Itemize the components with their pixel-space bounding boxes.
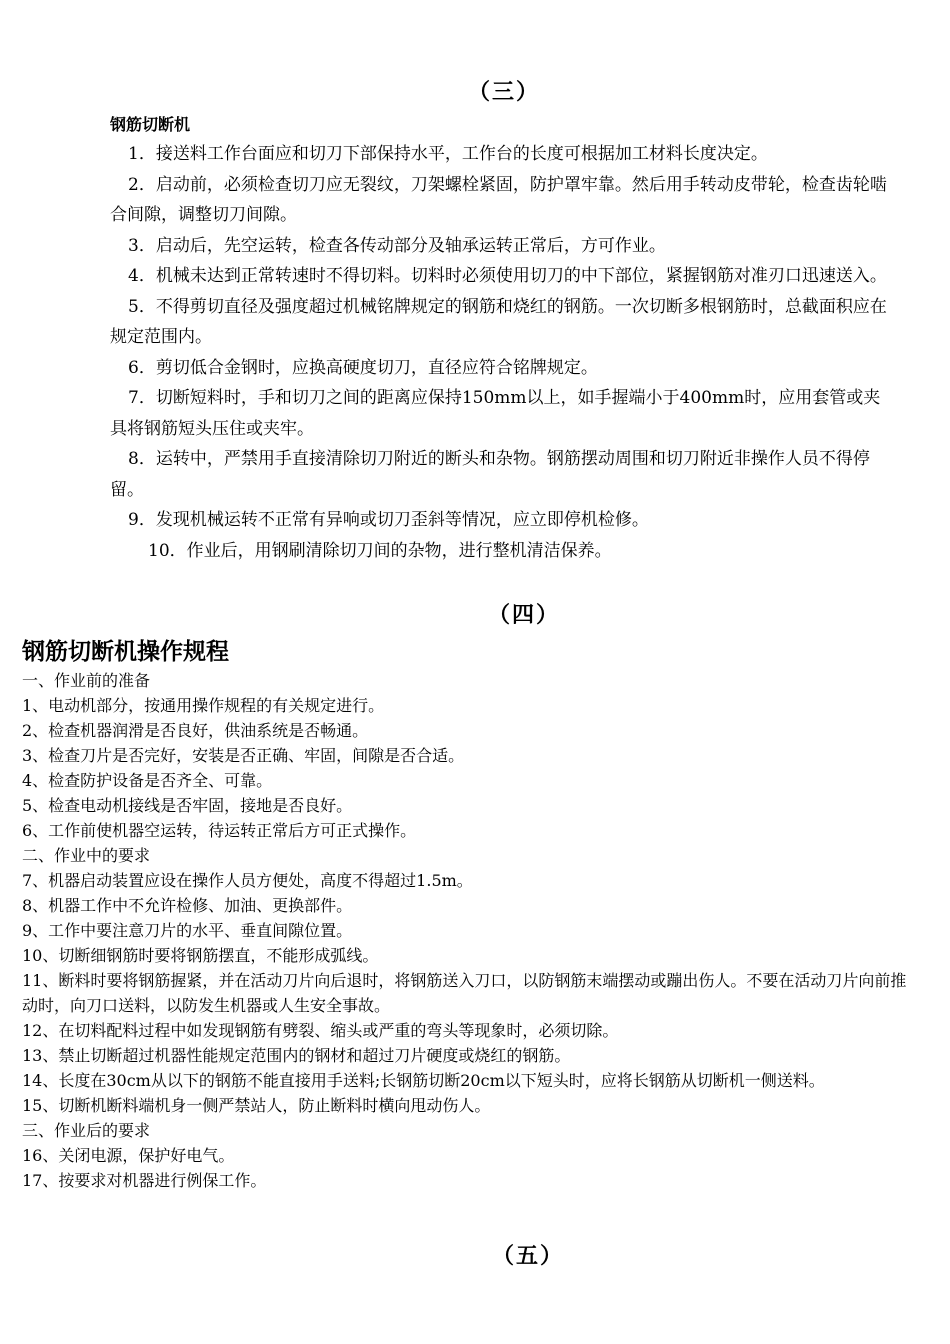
section3-item: 7．切断短料时，手和切刀之间的距离应保持150mm以上，如手握端小于400mm时，应用套管或夹具将钢筋短头压住或夹牢。 — [110, 388, 881, 439]
section4-line: 9、工作中要注意刀片的水平、垂直间隙位置。 — [22, 921, 353, 940]
section3-item: 5．不得剪切直径及强度超过机械铭牌规定的钢筋和烧红的钢筋。一次切断多根钢筋时，总截面积应在规定范围内。 — [110, 296, 887, 347]
section4-line: 10、切断细钢筋时要将钢筋摆直，不能形成弧线。 — [22, 946, 379, 965]
section4-line: 一、作业前的准备 — [22, 671, 151, 690]
section4-line: 14、长度在30cm从以下的钢筋不能直接用手送料;长钢筋切断20cm以下短头时，应将长钢筋从切断机一侧送料。 — [22, 1071, 825, 1090]
section4-line: 3、检查刀片是否完好，安装是否正确、牢固，间隙是否合适。 — [22, 746, 465, 765]
section4-line: 4、检查防护设备是否齐全、可靠。 — [22, 771, 273, 790]
section4-line: 13、禁止切断超过机器性能规定范围内的钢材和超过刀片硬度或烧红的钢筋。 — [22, 1046, 571, 1065]
section4-body — [22, 636, 922, 1193]
section5-heading: （五） — [492, 1243, 565, 1269]
section3-item: 4．机械未达到正常转速时不得切料。切料时必须使用切刀的中下部位，紧握钢筋对准刃口迅速送入。 — [128, 266, 887, 286]
section3-item: 8．运转中，严禁用手直接清除切刀附近的断头和杂物。钢筋摆动周围和切刀附近非操作人员不得停留。 — [110, 449, 870, 500]
section4-line: 16、关闭电源，保护好电气。 — [22, 1146, 235, 1165]
section4-line: 17、按要求对机器进行例保工作。 — [22, 1171, 267, 1190]
section4-line: 15、切断机断料端机身一侧严禁站人，防止断料时横向甩动伤人。 — [22, 1096, 491, 1115]
section3-body — [110, 112, 890, 566]
section4-line: 三、作业后的要求 — [22, 1121, 151, 1140]
section4-line: 2、检查机器润滑是否良好，供油系统是否畅通。 — [22, 721, 369, 740]
section4-line: 12、在切料配料过程中如发现钢筋有劈裂、缩头或严重的弯头等现象时，必须切除。 — [22, 1021, 619, 1040]
section3-item: 3．启动后，先空运转，检查各传动部分及轴承运转正常后，方可作业。 — [128, 235, 666, 256]
section4-line: 8、机器工作中不允许检修、加油、更换部件。 — [22, 896, 353, 915]
section4-line: 1、电动机部分，按通用操作规程的有关规定进行。 — [22, 696, 385, 715]
section3-item: 6．剪切低合金钢时，应换高硬度切刀，直径应符合铭牌规定。 — [128, 357, 598, 378]
section4-line: 二、作业中的要求 — [22, 846, 151, 865]
section4-line: 6、工作前使机器空运转，待运转正常后方可正式操作。 — [22, 821, 417, 840]
section3-title: 钢筋切断机 — [110, 115, 191, 134]
section4-line: 5、检查电动机接线是否牢固，接地是否良好。 — [22, 796, 353, 815]
section4-line: 7、机器启动装置应设在操作人员方便处，高度不得超过1.5m。 — [22, 871, 473, 890]
section3-item: 9．发现机械运转不正常有异响或切刀歪斜等情况，应立即停机检修。 — [128, 510, 649, 530]
section3-item: 1．接送料工作台面应和切刀下部保持水平，工作台的长度可根据加工材料长度决定。 — [128, 144, 768, 164]
section4-heading: （四） — [488, 602, 561, 628]
section3-heading: （三） — [468, 79, 541, 105]
section3-item: 2．启动前，必须检查切刀应无裂纹，刀架螺栓紧固，防护罩牢靠。然后用手转动皮带轮，检查齿轮啮合间隙，调整切刀间隙。 — [110, 174, 887, 225]
section3-item: 10．作业后，用钢刷清除切刀间的杂物，进行整机清洁保养。 — [148, 540, 612, 561]
section4-title: 钢筋切断机操作规程 — [22, 639, 229, 665]
section4-line: 11、断料时要将钢筋握紧，并在活动刀片向后退时，将钢筋送入刀口，以防钢筋末端摆动或蹦出伤人。不要在活动刀片向前推动时，向刀口送料，以防发生机器或人生安全事故。 — [22, 971, 907, 1015]
